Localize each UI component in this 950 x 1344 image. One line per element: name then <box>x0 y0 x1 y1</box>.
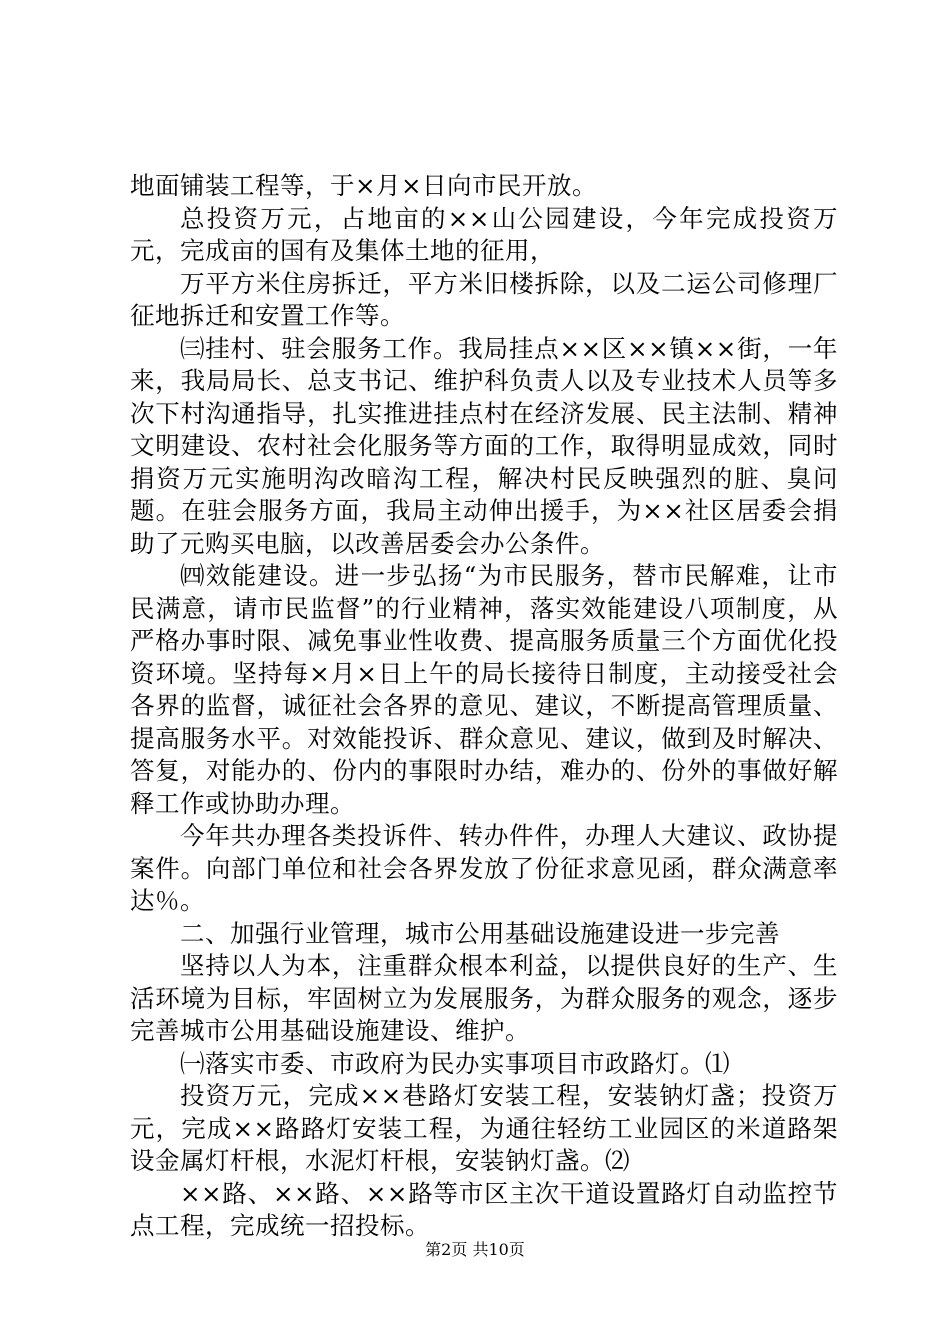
paragraph: 投资万元，完成××巷路灯安装工程，安装钠灯盏；投资万元，完成××路路灯安装工程，为通往轻纺工业园区的米道路架设金属灯杆根，水泥灯杆根，安装钠灯盏。⑵ <box>130 1081 838 1175</box>
paragraph: ㈣效能建设。进一步弘扬“为市民服务，替市民解难，让市民满意，请市民监督”的行业精神，落实效能建设八项制度，从严格办事时限、减免事业性收费、提高服务质量三个方面优化投资环境。坚持每×月×日上午的局长接待日制度，主动接受社会各界的监督，诚征社会各界的意见、建议，不断提高管理质量、提高服务水平。对效能投诉、群众意见、建议，做到及时解决、答复，对能办的、份内的事限时办结，难办的、份外的事做好解释工作或协助办理。 <box>130 561 838 818</box>
paragraph: 今年共办理各类投诉件、转办件件，办理人大建议、政协提案件。向部门单位和社会各界发放了份征求意见函，群众满意率达％。 <box>130 821 838 915</box>
subsection-heading: ㈠落实市委、市政府为民办实事项目市政路灯。⑴ <box>180 1048 730 1078</box>
paragraph: ㈢挂村、驻会服务工作。我局挂点××区××镇××街，一年来，我局局长、总支书记、维护科负责人以及专业技术人员等多次下村沟通指导，扎实推进挂点村在经济发展、民主法制、精神文明建设、农村社会化服务等方面的工作，取得明显成效，同时捐资万元实施明沟改暗沟工程，解决村民反映强烈的脏、臭问题。在驻会服务方面，我局主动伸出援手，为××社区居委会捐助了元购买电脑，以改善居委会办公条件。 <box>130 333 838 558</box>
section-heading: 二、加强行业管理，城市公用基础设施建设进一步完善 <box>180 918 780 948</box>
paragraph: 万平方米住房拆迁，平方米旧楼拆除，以及二运公司修理厂征地拆迁和安置工作等。 <box>130 268 838 330</box>
paragraph: 总投资万元，占地亩的××山公园建设，今年完成投资万元，完成亩的国有及集体土地的征用， <box>130 203 838 265</box>
paragraph: 坚持以人为本，注重群众根本利益，以提供良好的生产、生活环境为目标，牢固树立为发展服务，为群众服务的观念，逐步完善城市公用基础设施建设、维护。 <box>130 951 838 1045</box>
page-footer: 第2页 共10页 <box>425 1240 525 1259</box>
paragraph: 地面铺装工程等，于×月×日向市民开放。 <box>130 171 598 200</box>
document-body <box>130 170 838 1243</box>
paragraph: ××路、××路、××路等市区主次干道设置路灯自动监控节点工程，完成统一招投标。 <box>130 1178 838 1240</box>
